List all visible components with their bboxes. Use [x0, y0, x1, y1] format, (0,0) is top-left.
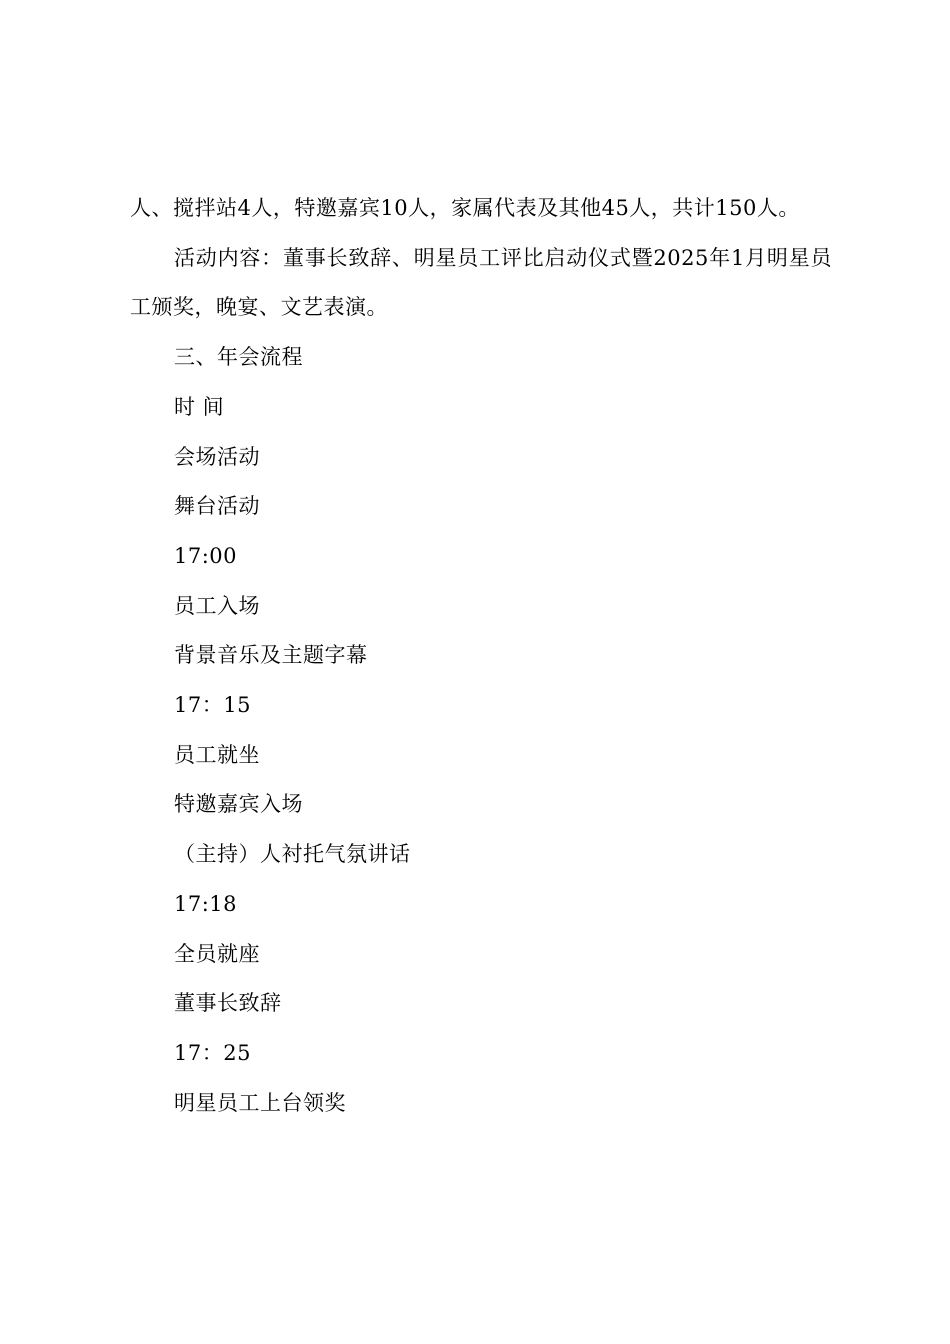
schedule-header-venue-activity: 会场活动	[174, 444, 260, 469]
schedule-header-stage-activity: 舞台活动	[174, 494, 260, 519]
paragraph-activity-content: 活动内容：董事长致辞、明星员工评比启动仪式暨2025年1月明星员工颁奖，晚宴、文艺表演。	[130, 245, 832, 320]
schedule-venue-item: 全员就座	[174, 941, 260, 966]
schedule-time: 17：15	[174, 693, 251, 718]
schedule-venue-item: 明星员工上台领奖	[174, 1090, 346, 1115]
schedule-venue-item: 员工就坐	[174, 742, 260, 767]
schedule-header-time: 时 间	[174, 394, 225, 419]
paragraph-attendance-continuation: 人、搅拌站4人，特邀嘉宾10人，家属代表及其他45人，共计150人。	[130, 196, 800, 220]
schedule-stage-item: 董事长致辞	[174, 991, 282, 1016]
section-heading-annual-flow: 三、年会流程	[174, 345, 303, 370]
schedule-time: 17:00	[174, 543, 238, 568]
schedule-venue-item: 员工入场	[174, 593, 260, 618]
schedule-venue-item: 特邀嘉宾入场	[174, 792, 303, 817]
schedule-time: 17:18	[174, 891, 238, 916]
schedule-stage-item: （主持）人衬托气氛讲话	[174, 842, 411, 867]
document-body	[130, 184, 832, 1128]
schedule-time: 17：25	[174, 1040, 251, 1065]
schedule-stage-item: 背景音乐及主题字幕	[174, 643, 368, 668]
